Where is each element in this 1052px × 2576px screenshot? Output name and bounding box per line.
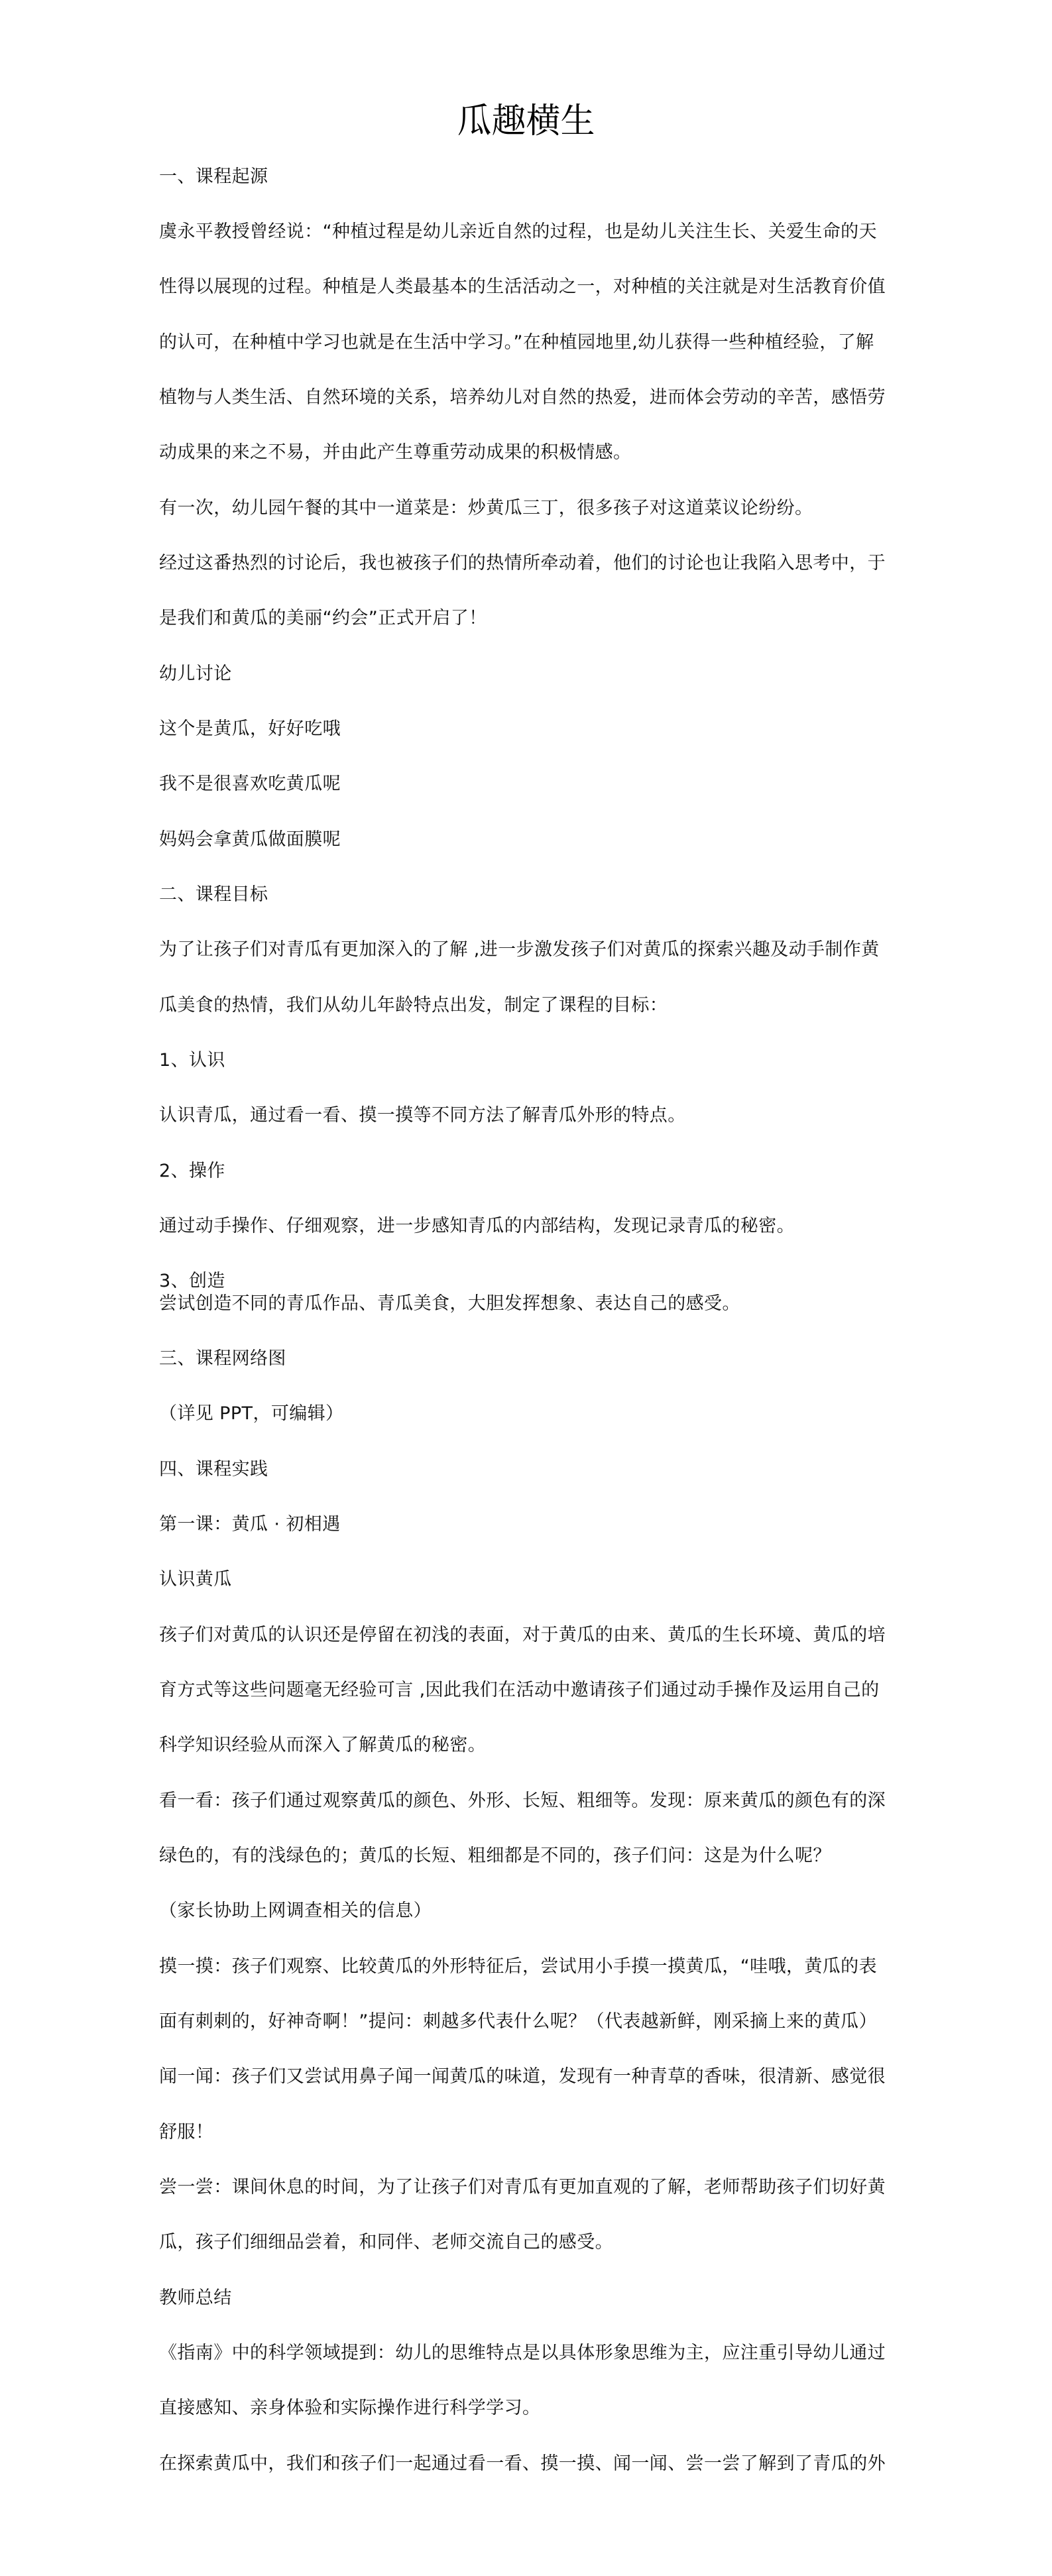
- subsection-heading: 2、操作: [159, 1161, 225, 1181]
- paragraph-line: 认识青瓜，通过看一看、摸一摸等不同方法了解青瓜外形的特点。: [159, 1105, 686, 1126]
- subsection-heading: 1、认识: [159, 1050, 225, 1071]
- paragraph-line: 《指南》中的科学领域提到：幼儿的思维特点是以具体形象思维为主，应注重引导幼儿通过: [159, 2343, 886, 2363]
- note-line: （详见 PPT，可编辑）: [159, 1403, 344, 1424]
- paragraph-line: 科学知识经验从而深入了解黄瓜的秘密。: [159, 1735, 487, 1755]
- child-quote: 妈妈会拿黄瓜做面膜呢: [159, 829, 341, 850]
- subsection-heading: 3、创造: [159, 1271, 225, 1291]
- paragraph-line: 为了让孩子们对青瓜有更加深入的了解 ,进一步激发孩子们对黄瓜的探索兴趣及动手制作黄: [159, 939, 880, 960]
- paragraph-line: 动成果的来之不易，并由此产生尊重劳动成果的积极情感。: [159, 442, 632, 463]
- paragraph-line: 是我们和黄瓜的美丽“约会”正式开启了！: [159, 608, 487, 628]
- paragraph-line: 通过动手操作、仔细观察，进一步感知青瓜的内部结构，发现记录青瓜的秘密。: [159, 1216, 795, 1236]
- paragraph-line: 有一次，幼儿园午餐的其中一道菜是：炒黄瓜三丁，很多孩子对这道菜议论纷纷。: [159, 498, 813, 518]
- subsection-heading: 幼儿讨论: [159, 664, 232, 684]
- paragraph-line: 瓜，孩子们细细品尝着，和同伴、老师交流自己的感受。: [159, 2232, 613, 2253]
- document-title: 瓜趣横生: [457, 101, 595, 141]
- section-heading: 三、课程网络图: [159, 1348, 286, 1369]
- paragraph-line: 绿色的，有的浅绿色的；黄瓜的长短、粗细都是不同的，孩子们问：这是为什么呢？: [159, 1845, 831, 1866]
- subsection-heading: 教师总结: [159, 2288, 232, 2308]
- paragraph-line: 的认可，在种植中学习也就是在生活中学习。”在种植园地里,幼儿获得一些种植经验，了解: [159, 332, 874, 353]
- section-heading: 二、课程目标: [159, 884, 268, 905]
- paragraph-line: 瓜美食的热情，我们从幼儿年龄特点出发，制定了课程的目标：: [159, 995, 668, 1016]
- paragraph-line: 尝试创造不同的青瓜作品、青瓜美食，大胆发挥想象、表达自己的感受。: [159, 1293, 740, 1314]
- subsection-heading: 认识黄瓜: [159, 1569, 232, 1590]
- paragraph-line: 面有刺刺的，好神奇啊！”提问：刺越多代表什么呢？（代表越新鲜，刚采摘上来的黄瓜）: [159, 2011, 877, 2032]
- subsection-heading: 第一课：黄瓜 · 初相遇: [159, 1514, 341, 1535]
- paragraph-line: 虞永平教授曾经说：“种植过程是幼儿亲近自然的过程，也是幼儿关注生长、关爱生命的天: [159, 221, 877, 242]
- child-quote: 这个是黄瓜，好好吃哦: [159, 719, 341, 739]
- section-heading: 一、课程起源: [159, 166, 268, 187]
- paragraph-line: 经过这番热烈的讨论后，我也被孩子们的热情所牵动着，他们的讨论也让我陷入思考中，于: [159, 553, 886, 573]
- paragraph-line: 性得以展现的过程。种植是人类最基本的生活活动之一，对种植的关注就是对生活教育价值: [159, 276, 886, 297]
- paragraph-line: 孩子们对黄瓜的认识还是停留在初浅的表面，对于黄瓜的由来、黄瓜的生长环境、黄瓜的培: [159, 1625, 886, 1645]
- paragraph-line: 摸一摸：孩子们观察、比较黄瓜的外形特征后，尝试用小手摸一摸黄瓜，“哇哦，黄瓜的表: [159, 1956, 877, 1977]
- paragraph-line: 直接感知、亲身体验和实际操作进行科学学习。: [159, 2398, 541, 2418]
- paragraph-line: 育方式等这些问题毫无经验可言 ,因此我们在活动中邀请孩子们通过动手操作及运用自己的: [159, 1680, 880, 1700]
- paragraph-line: 看一看：孩子们通过观察黄瓜的颜色、外形、长短、粗细等。发现：原来黄瓜的颜色有的深: [159, 1790, 886, 1811]
- note-line: （家长协助上网调查相关的信息）: [159, 1901, 432, 1921]
- child-quote: 我不是很喜欢吃黄瓜呢: [159, 774, 341, 794]
- paragraph-line: 在探索黄瓜中，我们和孩子们一起通过看一看、摸一摸、闻一闻、尝一尝了解到了青瓜的外: [159, 2453, 886, 2474]
- paragraph-line: 舒服！: [159, 2122, 214, 2142]
- paragraph-line: 植物与人类生活、自然环境的关系，培养幼儿对自然的热爱，进而体会劳动的辛苦，感悟劳: [159, 387, 886, 408]
- paragraph-line: 尝一尝：课间休息的时间，为了让孩子们对青瓜有更加直观的了解，老师帮助孩子们切好黄: [159, 2177, 886, 2197]
- section-heading: 四、课程实践: [159, 1459, 268, 1480]
- paragraph-line: 闻一闻：孩子们又尝试用鼻子闻一闻黄瓜的味道，发现有一种青草的香味，很清新、感觉很: [159, 2066, 886, 2087]
